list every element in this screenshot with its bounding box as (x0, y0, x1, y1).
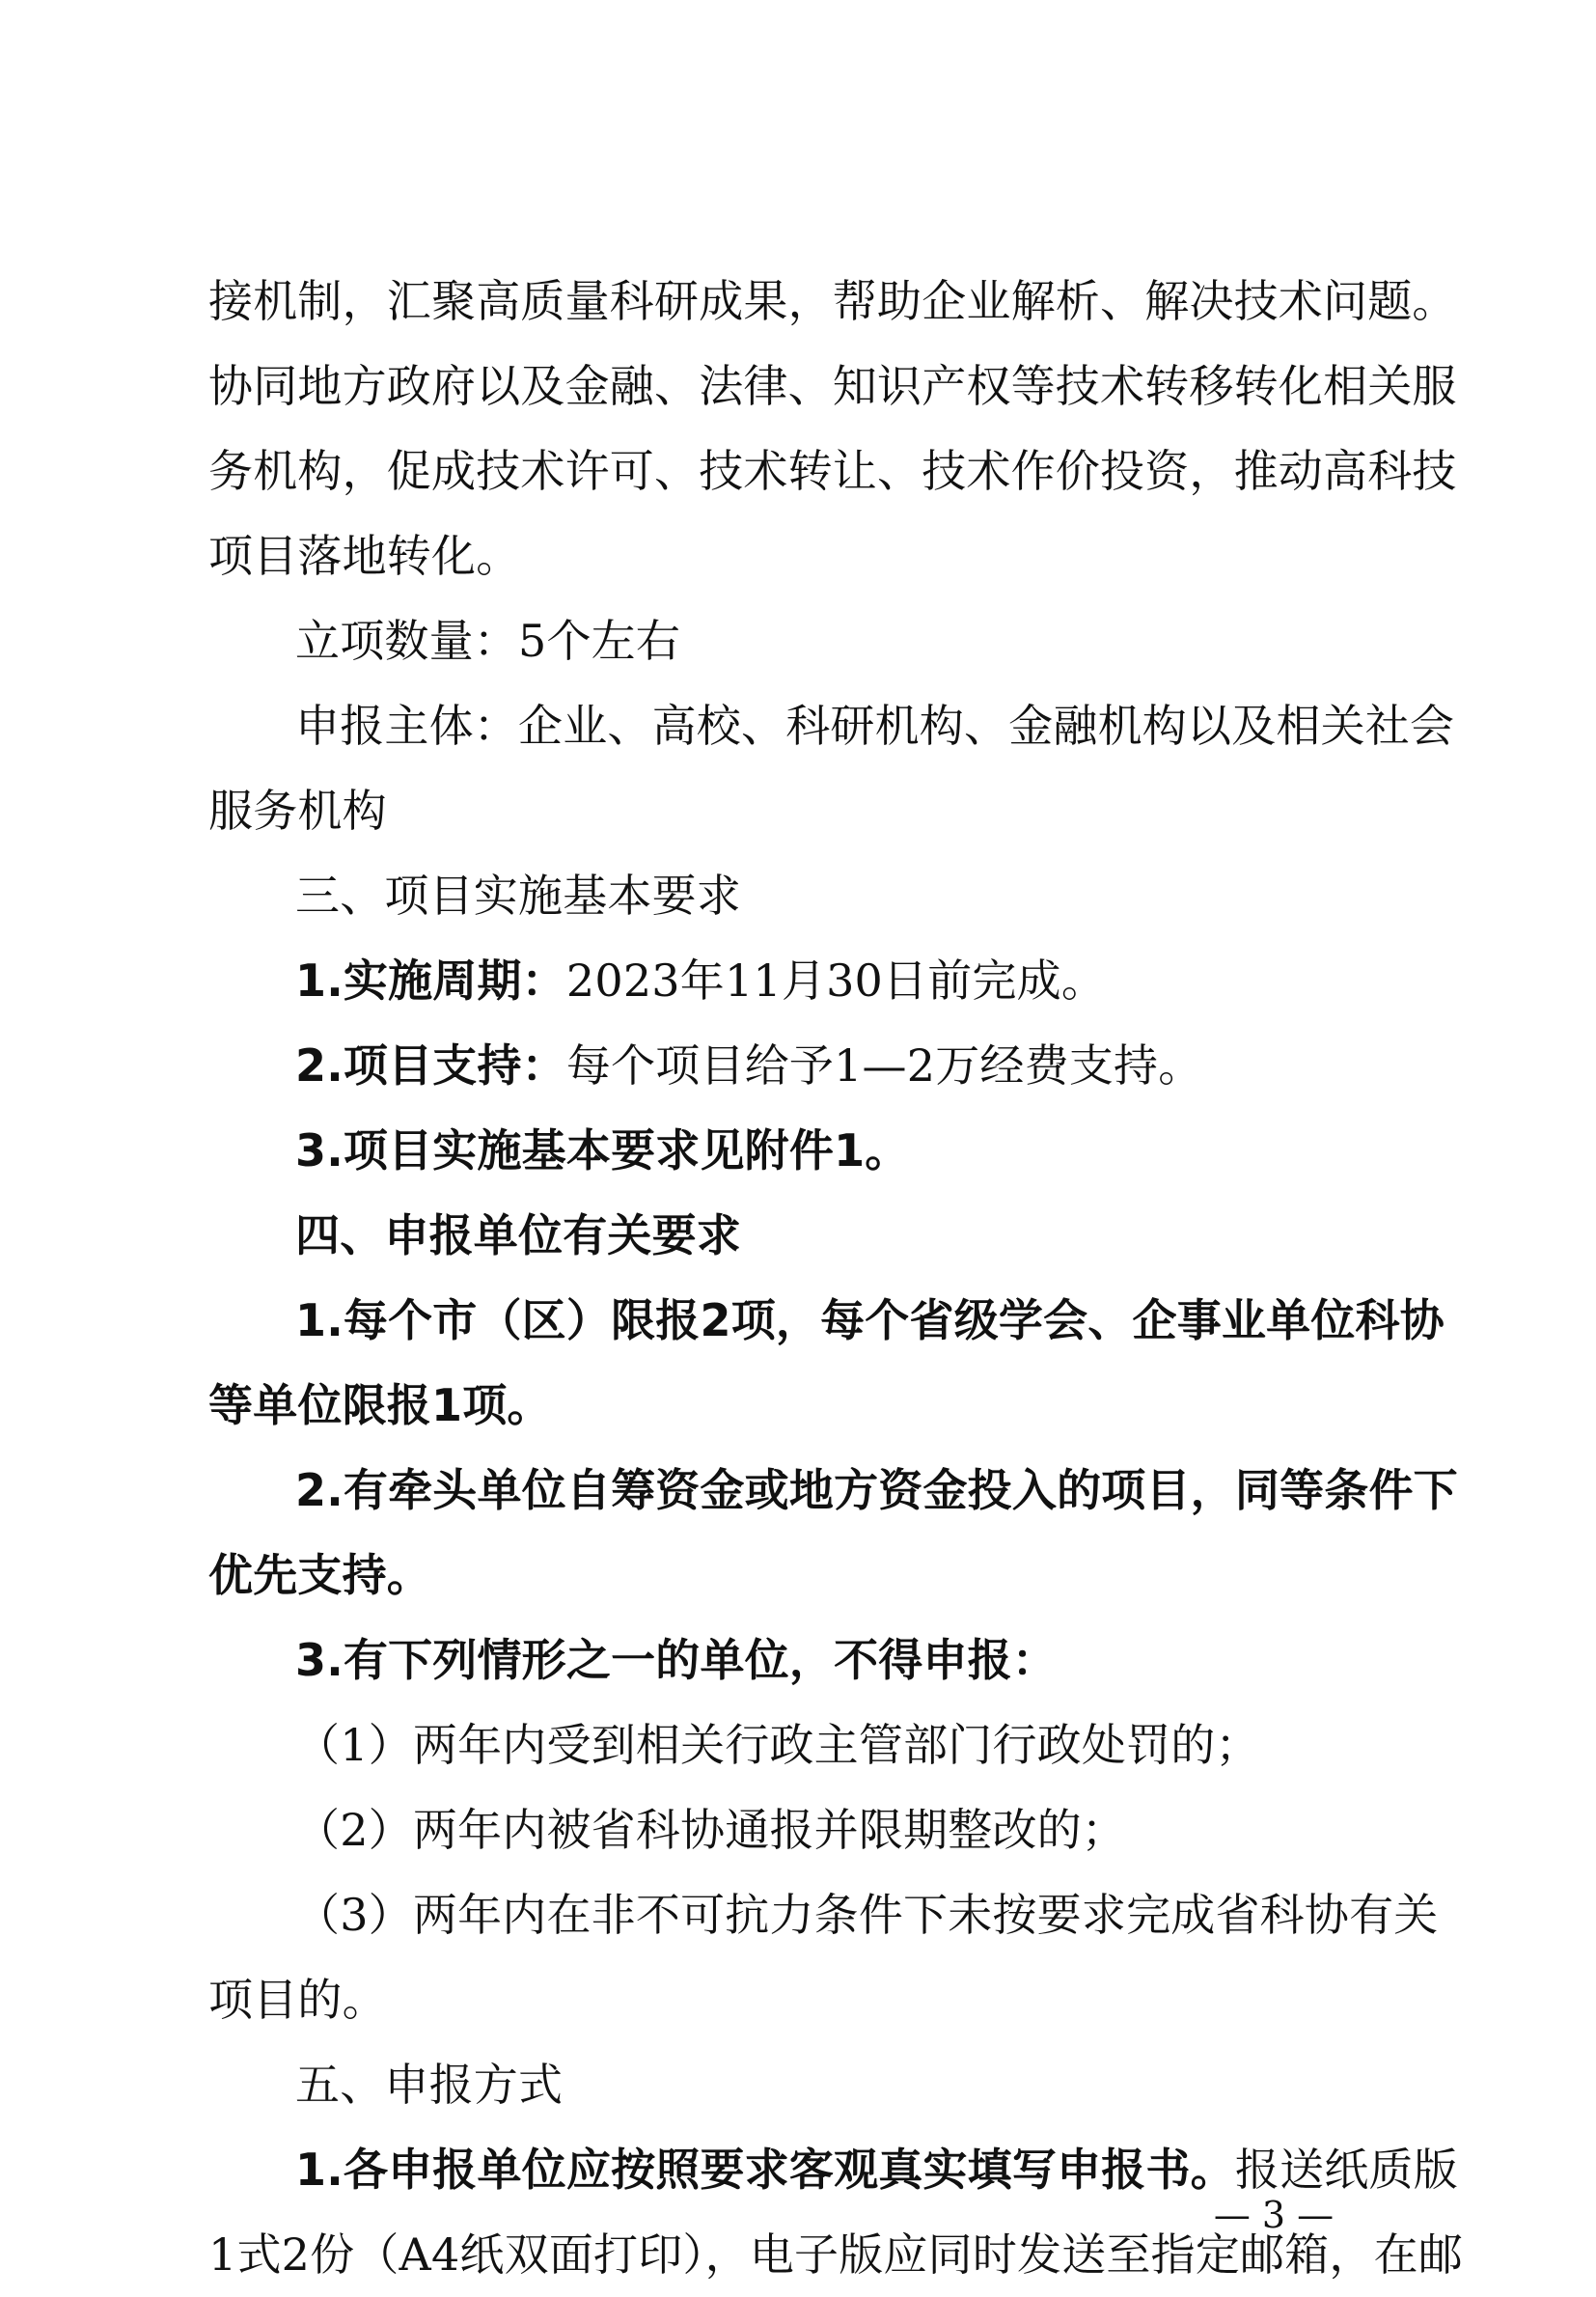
section-heading-5: 五、申报方式 (295, 2059, 564, 2111)
project-count: 立项数量：5个左右 (295, 615, 681, 667)
text-line: 接机制，汇聚高质量科研成果，帮助企业解析、解决技术问题。 (208, 275, 1457, 327)
text-line: 1.每个市（区）限报2项，每个省级学会、企事业单位科协 (295, 1294, 1445, 1346)
submission-rest: 报送纸质版 (1234, 2144, 1458, 2196)
requirement-label: 2.项目支持： (295, 1039, 566, 1092)
requirement-text: 每个项目给予1—2万经费支持。 (565, 1039, 1203, 1092)
text-line: 2.有牵头单位自筹资金或地方资金投入的项目，同等条件下 (295, 1464, 1458, 1516)
requirement-label: 1.实施周期： (295, 955, 566, 1007)
text-line: 1式2份（A4纸双面打印），电子版应同时发送至指定邮箱，在邮 (208, 2228, 1464, 2281)
list-item: （2）两年内被省科协通报并限期整改的； (295, 1804, 1127, 1856)
text-line: 服务机构 (208, 785, 387, 837)
requirement-attachment: 3.项目实施基本要求见附件1。 (295, 1124, 910, 1176)
text-line: 协同地方政府以及金融、法律、知识产权等技术转移转化相关服 (208, 360, 1457, 412)
list-item: （1）两年内受到相关行政主管部门行政处罚的； (295, 1719, 1260, 1771)
section-heading-4: 四、申报单位有关要求 (295, 1209, 741, 1261)
section-heading-3: 三、项目实施基本要求 (295, 870, 741, 922)
list-item: （3）两年内在非不可抗力条件下未按要求完成省科协有关 (295, 1889, 1439, 1941)
requirement-period (208, 938, 1405, 1023)
text-line: 等单位限报1项。 (208, 1379, 552, 1431)
text-line: 优先支持。 (208, 1549, 431, 1601)
page-number: — 3 — (1213, 2194, 1335, 2236)
text-line: 3.有下列情形之一的单位，不得申报： (295, 1634, 1058, 1686)
text-line: 务机构，促成技术许可、技术转让、技术作价投资，推动高科技 (208, 445, 1457, 497)
requirement-support (208, 1023, 1405, 1108)
text-line: 项目落地转化。 (208, 530, 521, 582)
document-body (208, 259, 1464, 2297)
submission-bold: 1.各申报单位应按照要求客观真实填写申报书。 (295, 2144, 1235, 2196)
requirement-text: 2023年11月30日前完成。 (565, 955, 1107, 1007)
applicant-text: 申报主体：企业、高校、科研机构、金融机构以及相关社会 (295, 700, 1455, 752)
text-line: 项目的。 (208, 1974, 387, 2026)
